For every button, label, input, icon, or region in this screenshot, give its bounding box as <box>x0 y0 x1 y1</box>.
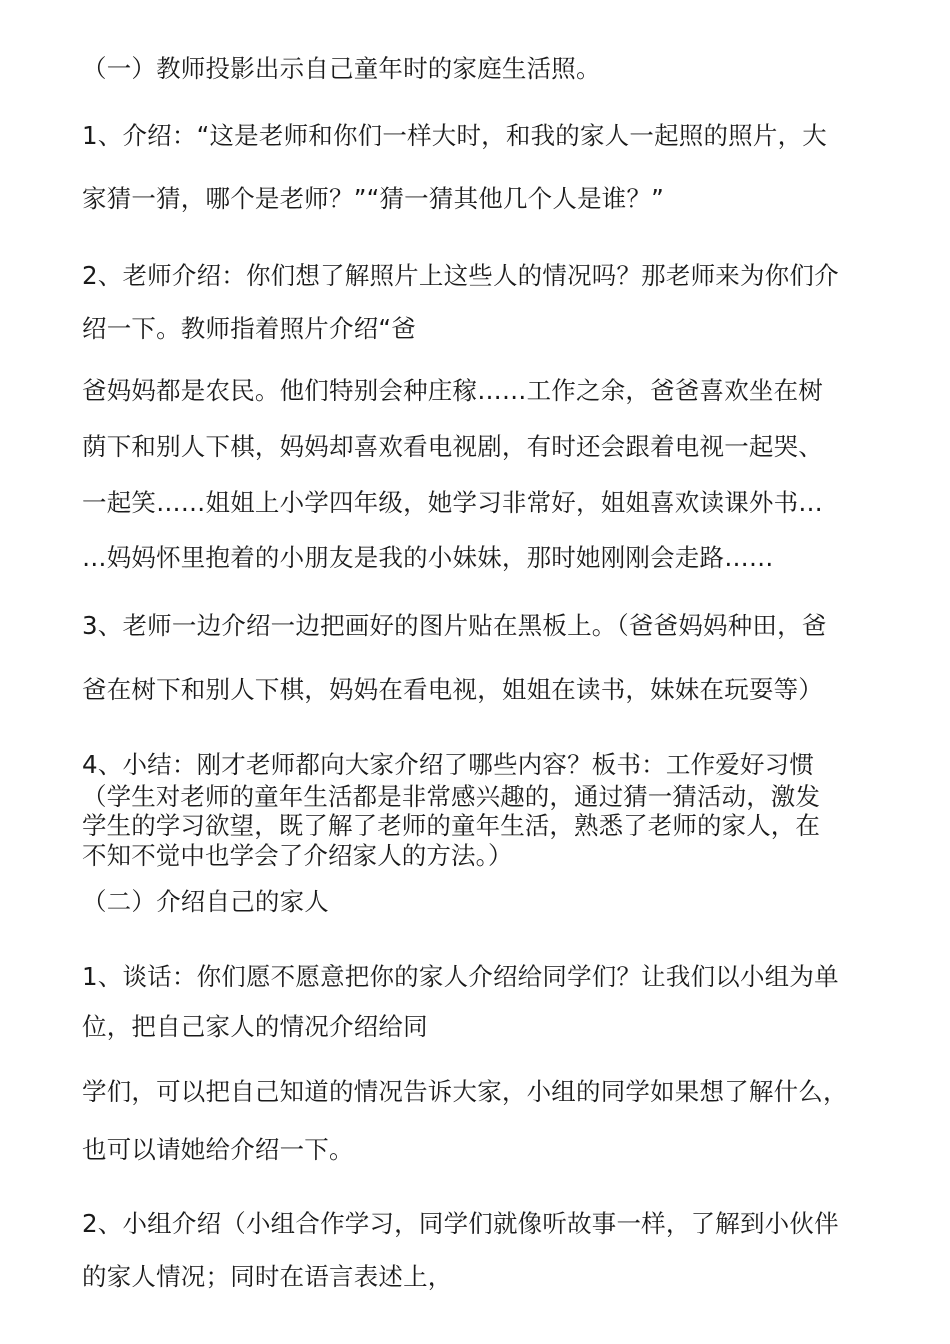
paragraph-line: 荫下和别人下棋，妈妈却喜欢看电视剧，有时还会跟着电视一起哭、 <box>82 432 823 461</box>
paragraph-line: 一起笑……姐姐上小学四年级，她学习非常好，姐姐喜欢读课外书… <box>82 488 823 517</box>
paragraph-line: 3、老师一边介绍一边把画好的图片贴在黑板上。（爸爸妈妈种田，爸 <box>82 611 827 640</box>
paragraph-line: …妈妈怀里抱着的小朋友是我的小妹妹，那时她刚刚会走路…… <box>82 543 774 572</box>
paragraph-line: 不知不觉中也学会了介绍家人的方法。） <box>82 841 513 870</box>
paragraph-line: 学生的学习欲望，既了解了老师的童年生活，熟悉了老师的家人，在 <box>82 811 820 840</box>
section-heading-1: （一）教师投影出示自己童年时的家庭生活照。 <box>82 54 601 83</box>
paragraph-line: 学们，可以把自己知道的情况告诉大家，小组的同学如果想了解什么， <box>82 1077 848 1106</box>
paragraph-line: （学生对老师的童年生活都是非常感兴趣的，通过猜一猜活动，激发 <box>82 782 820 811</box>
paragraph-line: 4、小结：刚才老师都向大家介绍了哪些内容？板书：工作爱好习惯 <box>82 750 815 779</box>
section-heading-2: （二）介绍自己的家人 <box>82 887 329 916</box>
paragraph-line: 1、介绍：“这是老师和你们一样大时，和我的家人一起照的照片，大 <box>82 121 827 150</box>
paragraph-line: 爸在树下和别人下棋，妈妈在看电视，姐姐在读书，妹妹在玩耍等） <box>82 675 823 704</box>
paragraph-line: 绍一下。教师指着照片介绍“爸 <box>82 314 416 343</box>
paragraph-line: 1、谈话：你们愿不愿意把你的家人介绍给同学们？让我们以小组为单 <box>82 962 839 991</box>
paragraph-line: 家猜一猜，哪个是老师？”“猜一猜其他几个人是谁？” <box>82 184 665 213</box>
paragraph-line: 也可以请她给介绍一下。 <box>82 1135 354 1164</box>
paragraph-line: 2、小组介绍（小组合作学习，同学们就像听故事一样，了解到小伙伴 <box>82 1209 839 1238</box>
paragraph-line: 的家人情况；同时在语言表述上， <box>82 1262 453 1291</box>
paragraph-line: 爸妈妈都是农民。他们特别会种庄稼……工作之余，爸爸喜欢坐在树 <box>82 376 823 405</box>
paragraph-line: 2、老师介绍：你们想了解照片上这些人的情况吗？那老师来为你们介 <box>82 261 839 290</box>
paragraph-line: 位，把自己家人的情况介绍给同 <box>82 1012 428 1041</box>
